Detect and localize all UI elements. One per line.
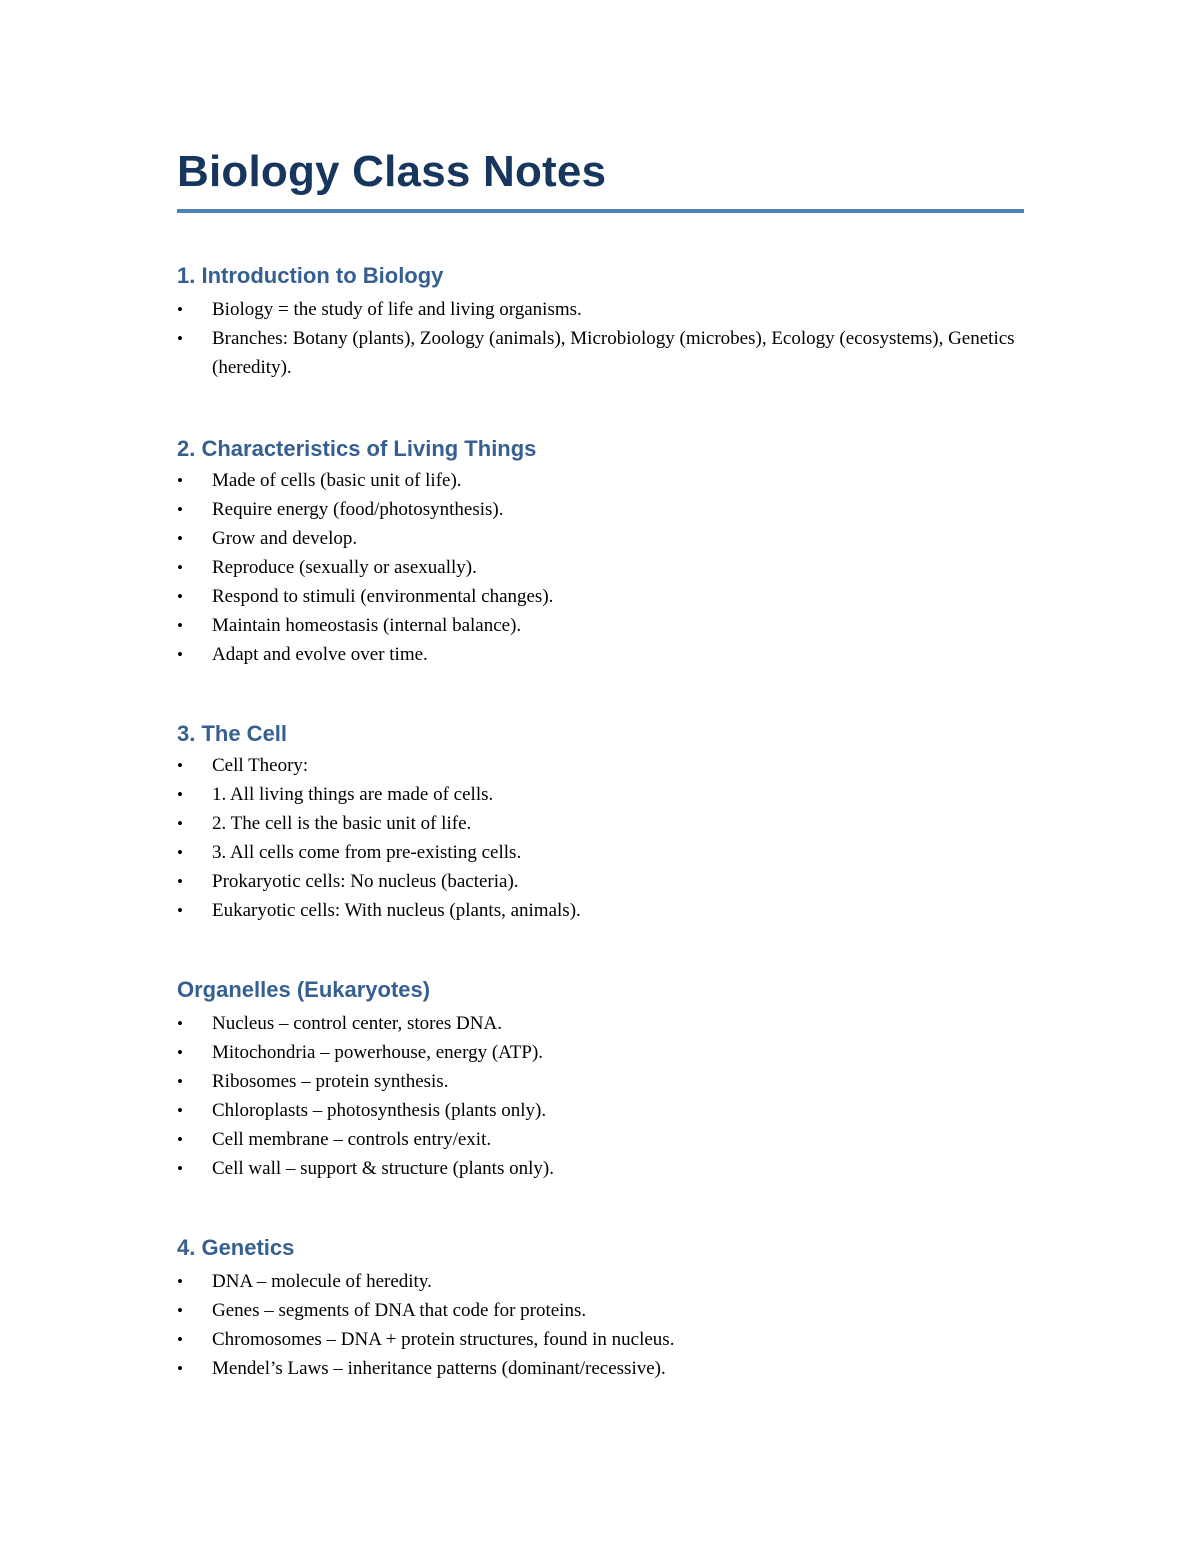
bullet-icon: • (177, 500, 183, 519)
list-item-text: Cell wall – support & structure (plants only). (212, 1158, 554, 1179)
section-heading: 2. Characteristics of Living Things (177, 436, 537, 461)
section-the-cell (177, 719, 1024, 925)
list-item (177, 1296, 1024, 1325)
list-item (177, 809, 1024, 838)
section-heading: Organelles (Eukaryotes) (177, 977, 431, 1002)
list-item (177, 524, 1024, 553)
list-item-text: Maintain homeostasis (internal balance). (212, 615, 522, 636)
bullet-list (177, 295, 1024, 382)
list-item-text: Eukaryotic cells: With nucleus (plants, animals). (212, 900, 581, 921)
list-item-text: 3. All cells come from pre-existing cells. (212, 842, 522, 863)
list-item-text: 1. All living things are made of cells. (212, 784, 494, 805)
bullet-icon: • (177, 901, 183, 920)
list-item (177, 1325, 1024, 1354)
list-item (177, 582, 1024, 611)
bullet-list (177, 1267, 1024, 1383)
list-item (177, 611, 1024, 640)
bullet-icon: • (177, 1014, 183, 1033)
list-item-text: Cell Theory: (212, 755, 309, 776)
list-item-text: Nucleus – control center, stores DNA. (212, 1013, 502, 1034)
bullet-list (177, 466, 1024, 669)
list-item (177, 495, 1024, 524)
list-item-text: DNA – molecule of heredity. (212, 1271, 432, 1292)
list-item-text: Genes – segments of DNA that code for proteins. (212, 1300, 587, 1321)
bullet-icon: • (177, 300, 183, 319)
bullet-icon: • (177, 1101, 183, 1120)
list-item (177, 1354, 1024, 1383)
list-item (177, 1154, 1024, 1183)
list-item-text: Mitochondria – powerhouse, energy (ATP). (212, 1042, 544, 1063)
bullet-icon: • (177, 1330, 183, 1349)
list-item (177, 867, 1024, 896)
bullet-icon: • (177, 1359, 183, 1378)
bullet-icon: • (177, 558, 183, 577)
list-item-text: Cell membrane – controls entry/exit. (212, 1129, 492, 1150)
list-item (177, 553, 1024, 582)
bullet-icon: • (177, 329, 183, 348)
bullet-icon: • (177, 756, 183, 775)
list-item (177, 838, 1024, 867)
list-item (177, 1125, 1024, 1154)
bullet-list (177, 1009, 1024, 1183)
bullet-icon: • (177, 814, 183, 833)
bullet-icon: • (177, 616, 183, 635)
bullet-icon: • (177, 1159, 183, 1178)
list-item-text: Ribosomes – protein synthesis. (212, 1071, 449, 1092)
bullet-icon: • (177, 587, 183, 606)
list-item-text: Made of cells (basic unit of life). (212, 470, 462, 491)
section-organelles (177, 975, 1024, 1183)
bullet-icon: • (177, 843, 183, 862)
bullet-icon: • (177, 645, 183, 664)
bullet-icon: • (177, 529, 183, 548)
list-item (177, 640, 1024, 669)
document-page (177, 140, 1024, 1383)
bullet-icon: • (177, 1130, 183, 1149)
bullet-icon: • (177, 1043, 183, 1062)
section-genetics (177, 1233, 1024, 1383)
list-item (177, 1267, 1024, 1296)
section-heading: 4. Genetics (177, 1235, 295, 1260)
section-heading: 3. The Cell (177, 721, 288, 746)
list-item-text: Branches: Botany (plants), Zoology (animals), Microbiology (microbes), Ecology (ecosystems), Genetics (heredity). (212, 328, 1015, 378)
document-title: Biology Class Notes (177, 147, 607, 196)
list-item-text: Prokaryotic cells: No nucleus (bacteria). (212, 871, 519, 892)
list-item-text: Adapt and evolve over time. (212, 644, 428, 665)
list-item-text: Grow and develop. (212, 528, 358, 549)
list-item-text: Chromosomes – DNA + protein structures, found in nucleus. (212, 1329, 675, 1350)
list-item (177, 751, 1024, 780)
list-item-text: Respond to stimuli (environmental changes). (212, 586, 554, 607)
list-item (177, 1038, 1024, 1067)
list-item-text: Chloroplasts – photosynthesis (plants only). (212, 1100, 547, 1121)
list-item-text: Mendel’s Laws – inheritance patterns (dominant/recessive). (212, 1358, 666, 1379)
list-item (177, 780, 1024, 809)
title-underline-rule (177, 209, 1024, 213)
section-characteristics (177, 434, 1024, 669)
bullet-icon: • (177, 872, 183, 891)
list-item (177, 295, 1024, 324)
section-heading: 1. Introduction to Biology (177, 263, 444, 288)
bullet-list (177, 751, 1024, 925)
list-item (177, 324, 1024, 382)
bullet-icon: • (177, 471, 183, 490)
list-item-text: Reproduce (sexually or asexually). (212, 557, 477, 578)
list-item (177, 1009, 1024, 1038)
list-item-text: Biology = the study of life and living organisms. (212, 299, 582, 320)
list-item-text: 2. The cell is the basic unit of life. (212, 813, 472, 834)
bullet-icon: • (177, 785, 183, 804)
bullet-icon: • (177, 1301, 183, 1320)
section-introduction (177, 261, 1024, 382)
list-item (177, 1067, 1024, 1096)
list-item (177, 896, 1024, 925)
list-item-text: Require energy (food/photosynthesis). (212, 499, 504, 520)
bullet-icon: • (177, 1072, 183, 1091)
bullet-icon: • (177, 1272, 183, 1291)
list-item (177, 1096, 1024, 1125)
list-item (177, 466, 1024, 495)
